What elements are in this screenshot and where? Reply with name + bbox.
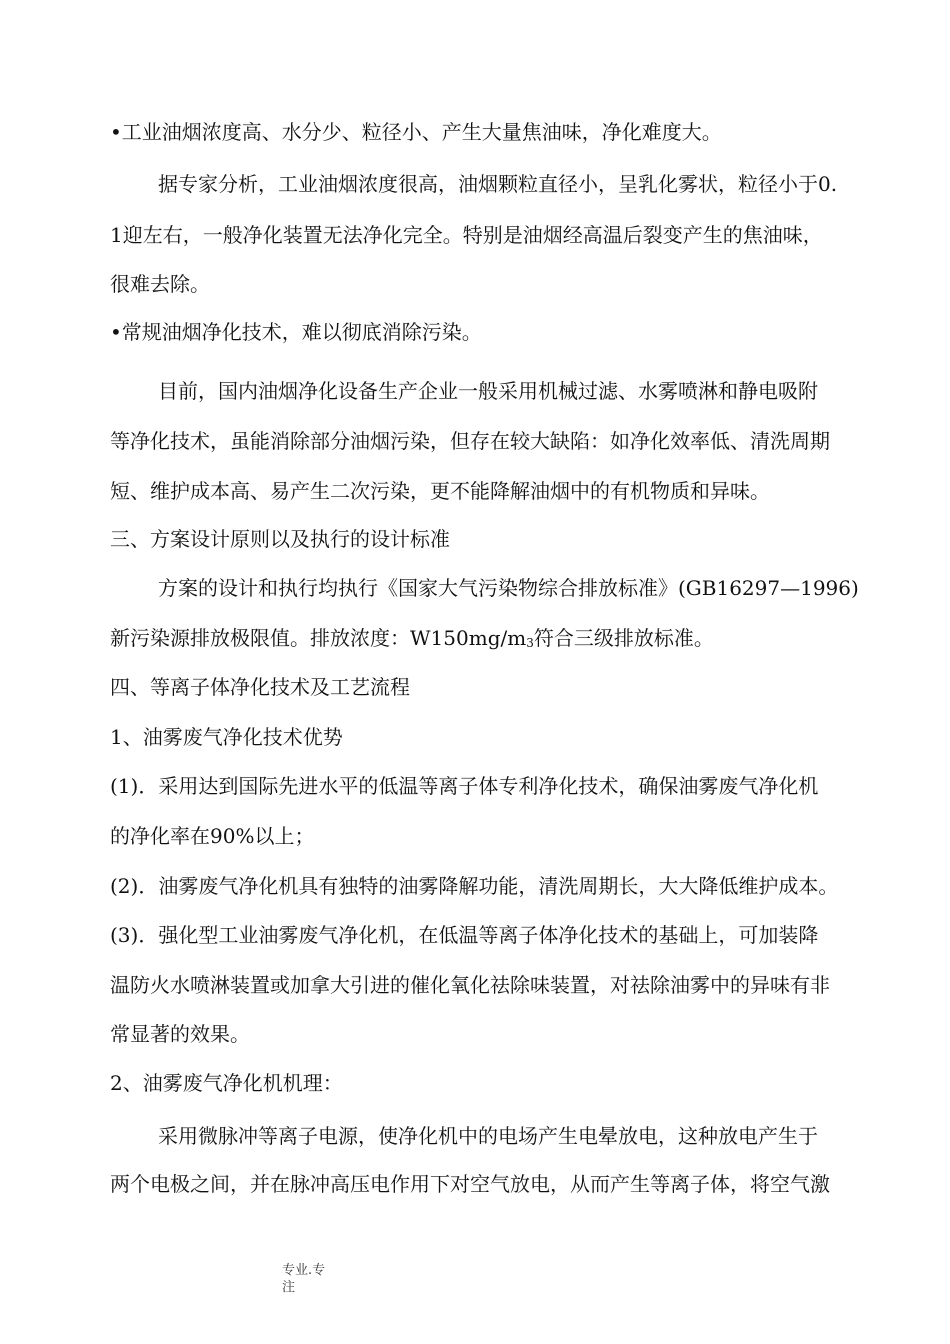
section-heading: 三、方案设计原则以及执行的设计标准 [110,527,450,551]
footer-line: 注 [282,1280,296,1295]
paragraph-line: 短、维护成本高、易产生二次污染，更不能降解油烟中的有机物质和异味。 [110,479,770,503]
paragraph-line: 等净化技术，虽能消除部分油烟污染，但存在较大缺陷：如净化效率低、清洗周期 [110,429,830,453]
list-item-continuation: 的净化率在90%以上； [110,824,315,848]
paragraph-line [110,624,870,657]
subsection-heading: 2、油雾废气净化机机理： [110,1071,343,1095]
bullet-line: •工业油烟浓度高、水分少、粒径小、产生大量焦油味，净化难度大。 [110,120,722,144]
standard-text: 新污染源排放极限值。排放浓度：W150mg/m [110,626,527,650]
list-item-continuation: 温防火水喷淋装置或加拿大引进的催化氧化祛除味装置，对祛除油雾中的异味有非 [110,973,830,997]
footer-line: 专业.专 [282,1263,326,1278]
paragraph-line: 很难去除。 [110,272,210,296]
paragraph-line: 两个电极之间，并在脉冲高压电作用下对空气放电，从而产生等离子体，将空气激 [110,1172,830,1196]
subscript-unit: 3 [526,636,534,650]
paragraph-line: 据专家分析，工业油烟浓度很高，油烟颗粒直径小，呈乳化雾状，粒径小于0. [158,172,838,196]
paragraph-line: 采用微脉冲等离子电源，使净化机中的电场产生电晕放电，这种放电产生于 [158,1124,818,1148]
page-footer [282,1262,342,1296]
bullet-line: •常规油烟净化技术，难以彻底消除污染。 [110,320,482,344]
list-item: (3)．强化型工业油雾废气净化机，在低温等离子体净化技术的基础上，可加装降 [110,923,819,947]
paragraph-line: 1迎左右，一般净化装置无法净化完全。特别是油烟经高温后裂变产生的焦油味， [110,223,823,247]
list-item: (1)．采用达到国际先进水平的低温等离子体专利净化技术，确保油雾废气净化机 [110,774,819,798]
subsection-heading: 1、油雾废气净化技术优势 [110,725,343,749]
section-heading: 四、等离子体净化技术及工艺流程 [110,675,410,699]
paragraph-line: 目前，国内油烟净化设备生产企业一般采用机械过滤、水雾喷淋和静电吸附 [158,379,818,403]
standard-text-end: 符合三级排放标准。 [533,626,714,650]
list-item: (2)．油雾废气净化机具有独特的油雾降解功能，清洗周期长，大大降低维护成本。 [110,874,839,898]
list-item-continuation: 常显著的效果。 [110,1022,250,1046]
paragraph-line: 方案的设计和执行均执行《国家大气污染物综合排放标准》(GB16297—1996) [158,576,859,600]
